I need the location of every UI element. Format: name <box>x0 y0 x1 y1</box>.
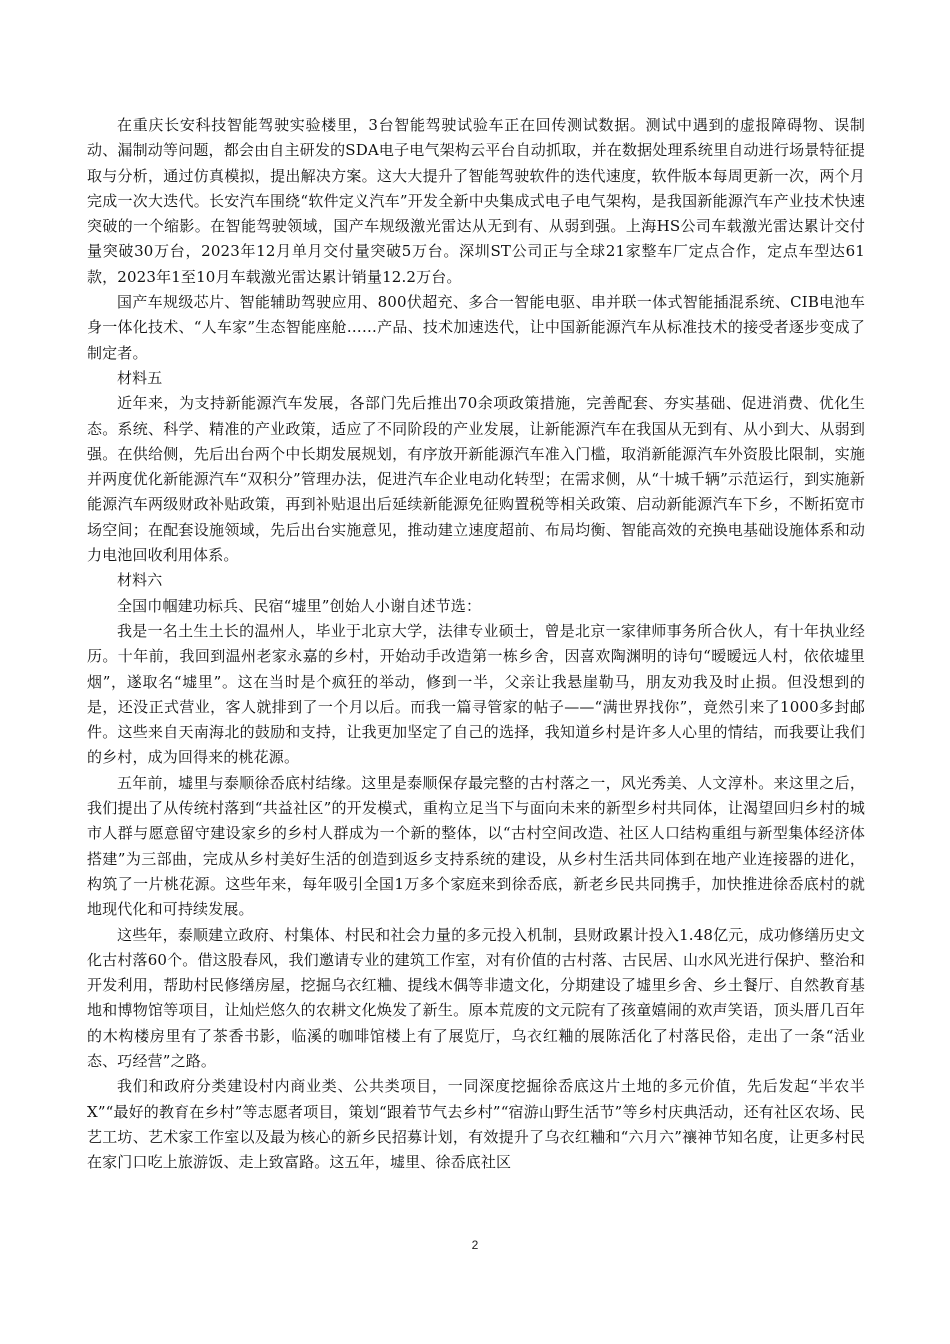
paragraph-speaker-intro: 全国巾帼建功标兵、民宿“墟里”创始人小谢自述节选： <box>117 596 482 615</box>
paragraph-community-projects: 我们和政府分类建设村内商业类、公共类项目，一同深度挖掘徐岙底这片土地的多元价值，先后发起“半农半X”“最好的教育在乡村”等志愿者项目，策划“跟着节气去乡村”“宿游山野生活节”等乡村庆典活动，还有社区农场、民艺工坊、艺术家工作室以及最为核心的新乡民招募计划，有效提升了乌衣红粬和“六月六”禳神节知名度，让更多村民在家门口吃上旅游饭、走上致富路。这五年，墟里、徐岙底社区 <box>87 1077 865 1172</box>
document-body <box>87 113 865 1175</box>
material-six-heading: 材料六 <box>117 571 163 590</box>
paragraph-tech-iteration: 国产车规级芯片、智能辅助驾驶应用、800伏超充、多合一智能电驱、串并联一体式智能插混系统、CIB电池车身一体化技术、“人车家”生态智能座舱……产品、技术加速迭代，让中国新能源汽车从标准技术的接受者逐步变成了制定者。 <box>87 293 865 362</box>
paragraph-xuaodi-village: 五年前，墟里与泰顺徐岙底村结缘。这里是泰顺保存最完整的古村落之一，风光秀美、人文淳朴。来这里之后，我们提出了从传统村落到“共益社区”的开发模式，重构立足当下与面向未来的新型乡村共同体，让渴望回归乡村的城市人群与愿意留守建设家乡的乡村人群成为一个新的整体，以“古村空间改造、社区人口结构重组与新型集体经济体搭建”为三部曲，完成从乡村美好生活的创造到返乡支持系统的建设，从乡村生活共同体到在地产业连接器的进化，构筑了一片桃花源。这些年来，每年吸引全国1万多个家庭来到徐岙底，新老乡民共同携手，加快推进徐岙底村的就地现代化和可持续发展。 <box>87 773 865 919</box>
page-number: 2 <box>471 1238 479 1252</box>
paragraph-xuli-origin: 我是一名土生土长的温州人，毕业于北京大学，法律专业硕士，曾是北京一家律师事务所合伙人，有十年执业经历。十年前，我回到温州老家永嘉的乡村，开始动手改造第一栋乡舍，因喜欢陶渊明的诗句“暧暧远人村，依依墟里烟”，遂取名“墟里”。这在当时是个疯狂的举动，修到一半，父亲让我悬崖勒马，朋友劝我及时止损。但没想到的是，还没正式营业，客人就排到了一个月以后。而我一篇寻管家的帖子——“满世界找你”，竟然引来了1000多封邮件。这些来自天南海北的鼓励和支持，让我更加坚定了自己的选择，我知道乡村是许多人心里的情结，而我要让我们的乡村，成为回得来的桃花源。 <box>87 621 865 767</box>
paragraph-changan-smart-driving: 在重庆长安科技智能驾驶实验楼里，3台智能驾驶试验车正在回传测试数据。测试中遇到的虚报障碍物、误制动、漏制动等问题，都会由自主研发的SDA电子电气架构云平台自动抓取，并在数据处理系统里自动进行场景特征提取与分析，通过仿真模拟，提出解决方案。这大大提升了智能驾驶软件的迭代速度，软件版本每周更新一次，两个月完成一次大迭代。长安汽车围绕“软件定义汽车”开发全新中央集成式电子电气架构，是我国新能源汽车产业技术快速突破的一个缩影。在智能驾驶领域，国产车规级激光雷达从无到有、从弱到强。上海HS公司车载激光雷达累计交付量突破30万台，2023年12月单月交付量突破5万台。深圳ST公司正与全球21家整车厂定点合作，定点车型达61款，2023年1至10月车载激光雷达累计销量12.2万台。 <box>87 116 865 286</box>
paragraph-taishun-investment: 这些年，泰顺建立政府、村集体、村民和社会力量的多元投入机制，县财政累计投入1.48亿元，成功修缮历史文化古村落60个。借这股春风，我们邀请专业的建筑工作室，对有价值的古村落、古民居、山水风光进行保护、整治和开发利用，帮助村民修缮房屋，挖掘乌衣红粬、提线木偶等非遗文化，分期建设了墟里乡舍、乡土餐厅、自然教育基地和博物馆等项目，让灿烂悠久的农耕文化焕发了新生。原本荒废的文元院有了孩童嬉闹的欢声笑语，顶头厝几百年的木构楼房里有了茶香书影，临溪的咖啡馆楼上有了展览厅，乌衣红粬的展陈活化了村落民俗，走出了一条“活业态、巧经营”之路。 <box>87 925 865 1070</box>
paragraph-policy-support: 近年来，为支持新能源汽车发展，各部门先后推出70余项政策措施，完善配套、夯实基础、促进消费、优化生态。系统、科学、精准的产业政策，适应了不同阶段的产业发展，让新能源汽车在我国从无到有、从小到大、从弱到强。在供给侧，先后出台两个中长期发展规划，有序放开新能源汽车准入门槛，取消新能源汽车外资股比限制，实施并两度优化新能源汽车“双积分”管理办法，促进汽车企业电动化转型；在需求侧，从“十城千辆”示范运行，到实施新能源汽车两级财政补贴政策，再到补贴退出后延续新能源免征购置税等相关政策、启动新能源汽车下乡，不断拓宽市场空间；在配套设施领域，先后出台实施意见，推动建立速度超前、布局均衡、智能高效的充换电基础设施体系和动力电池回收利用体系。 <box>87 394 865 565</box>
material-five-heading: 材料五 <box>117 368 163 387</box>
